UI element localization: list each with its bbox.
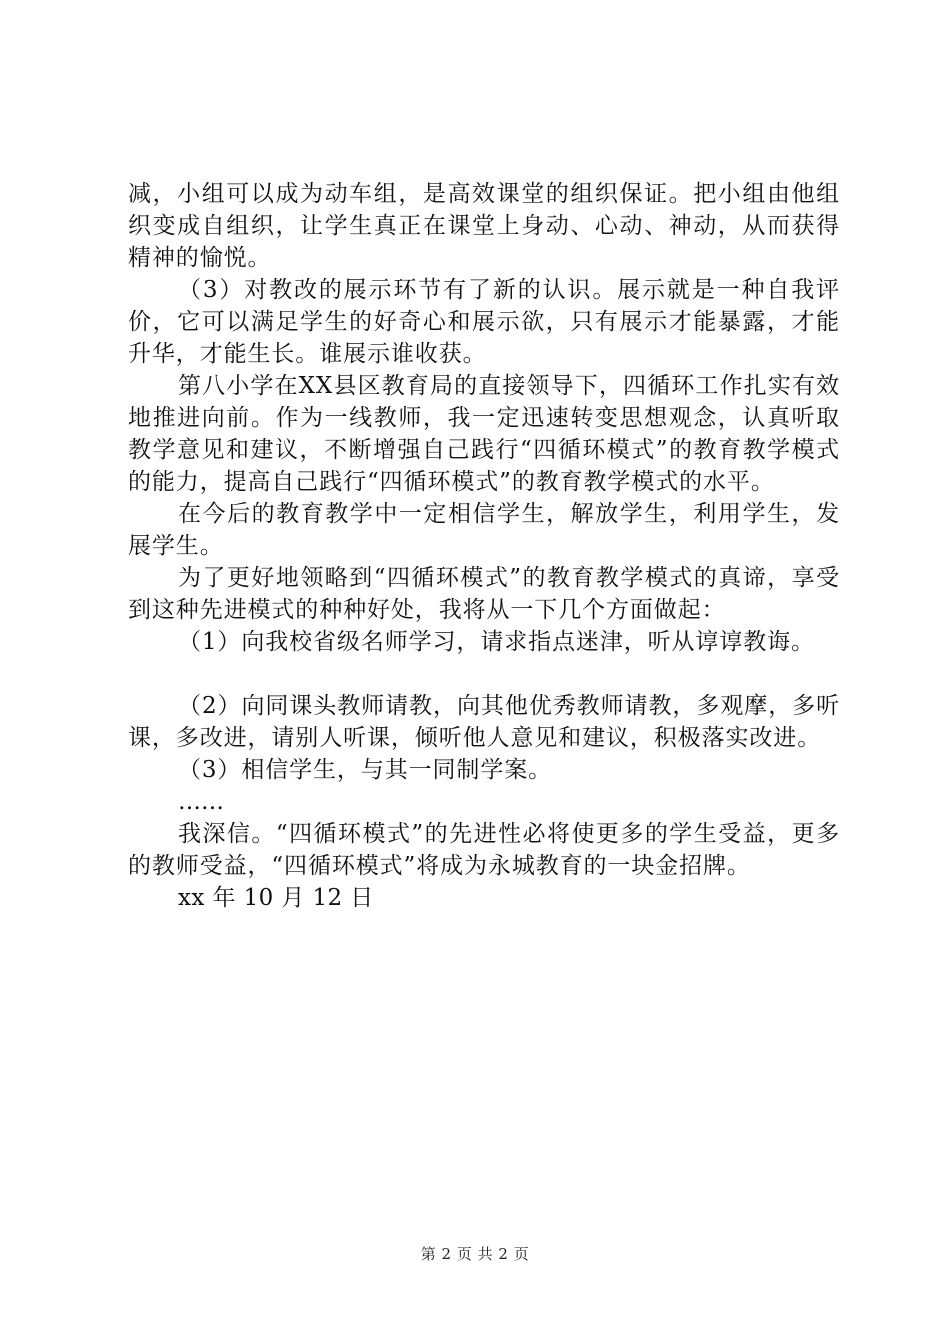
page-number-label: 第 2 页 共 2 页	[420, 1245, 530, 1263]
paragraph-ellipsis: ……	[178, 789, 224, 815]
page-footer	[0, 1244, 950, 1264]
paragraph-trust-students: 在今后的教育教学中一定相信学生，解放学生，利用学生，发展学生。	[128, 501, 840, 559]
paragraph-plan-item-1: （1）向我校省级名师学习，请求指点迷津，听从谆谆教诲。	[178, 629, 815, 655]
paragraph-plan-item-3: （3）相信学生，与其一同制学案。	[178, 757, 553, 783]
paragraph-plan-item-2: （2）向同课头教师请教，向其他优秀教师请教，多观摩，多听课，多改进，请别人听课，倾听他人意见和建议，积极落实改进。	[128, 693, 840, 751]
document-date: xx 年 10 月 12 日	[178, 885, 374, 911]
paragraph-school-progress: 第八小学在XX县区教育局的直接领导下，四循环工作扎实有效地推进向前。作为一线教师，我一定迅速转变思想观念，认真听取教学意见和建议，不断增强自己践行“四循环模式”的教育教学模式的能力，提高自己践行“四循环模式”的教育教学模式的水平。	[128, 373, 840, 495]
paragraph-point-3-display: （3）对教改的展示环节有了新的认识。展示就是一种自我评价，它可以满足学生的好奇心和展示欲，只有展示才能暴露，才能升华，才能生长。谁展示谁收获。	[128, 277, 840, 367]
paragraph-conclusion: 我深信。“四循环模式”的先进性必将使更多的学生受益，更多的教师受益，“四循环模式”将成为永城教育的一块金招牌。	[128, 821, 840, 879]
paragraph-plan-intro: 为了更好地领略到“四循环模式”的教育教学模式的真谛，享受到这种先进模式的种种好处，我将从一下几个方面做起：	[128, 565, 840, 623]
paragraph-continuation: 减，小组可以成为动车组，是高效课堂的组织保证。把小组由他组织变成自组织，让学生真正在课堂上身动、心动、神动，从而获得精神的愉悦。	[128, 181, 840, 271]
document-body	[128, 178, 840, 914]
